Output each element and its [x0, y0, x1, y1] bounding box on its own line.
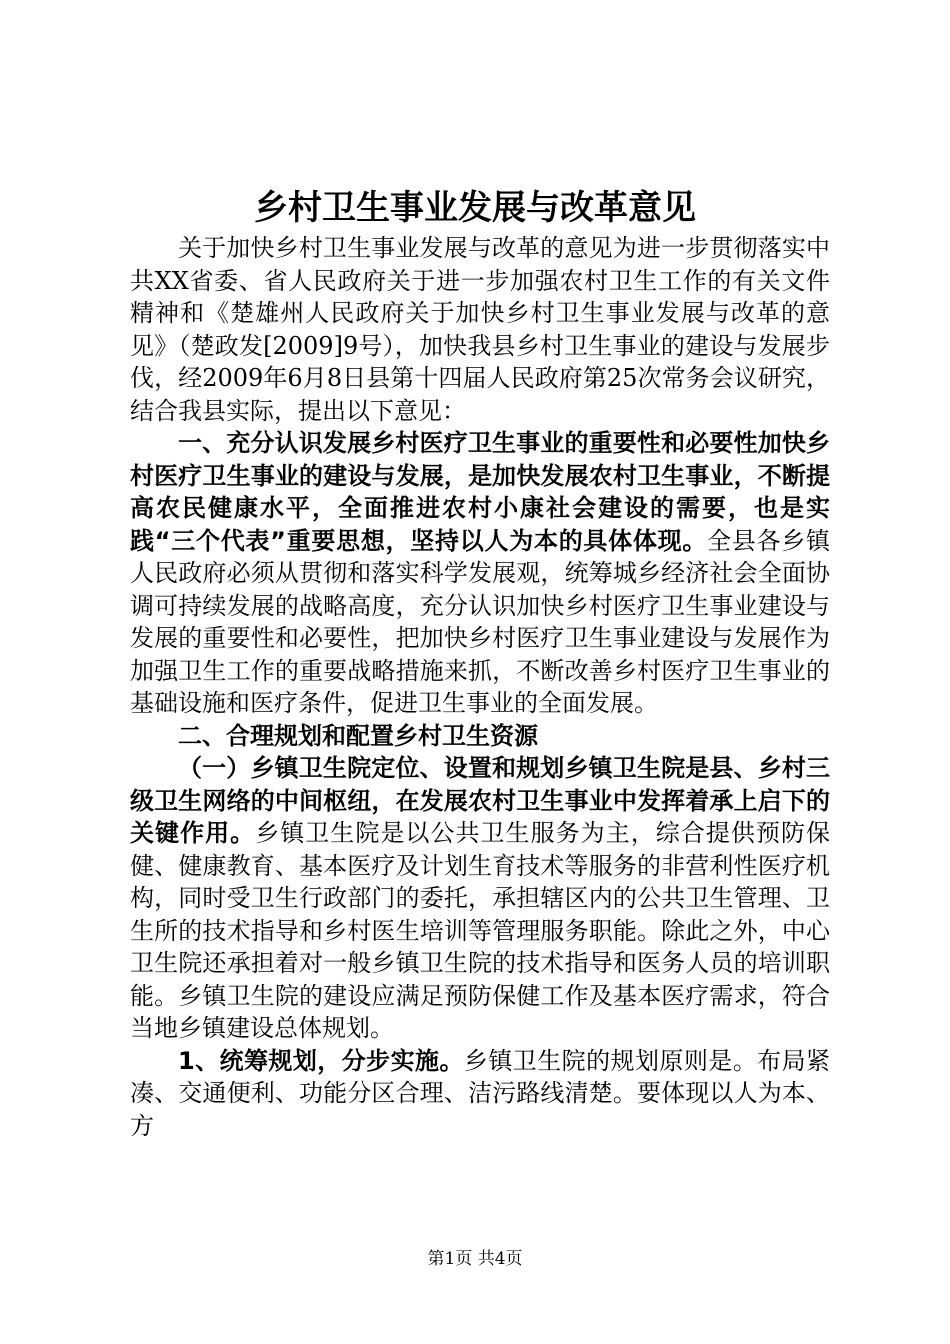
item-1-text: 乡镇卫生院的规划原则是。布局紧凑、交通便利、功能分区合理、洁污路线清楚。要体现以人为本、方: [130, 1046, 831, 1140]
subsection-1-paragraph: [130, 752, 830, 1045]
document-title: 乡村卫生事业发展与改革意见: [254, 188, 696, 228]
subsection-1-text: 乡镇卫生院是以公共卫生服务为主，综合提供预防保健、健康教育、基本医疗及计划生育技术等服务的非营利性医疗机构，同时受卫生行政部门的委托，承担辖区内的公共卫生管理、卫生所的技术指导和乡村医生培训等管理服务职能。除此之外，中心卫生院还承担着对一般乡镇卫生院的技术指导和医务人员的培训职能。乡镇卫生院的建设应满足预防保健工作及基本医疗需求，符合当地乡镇建设总体规划。: [130, 819, 831, 1042]
subsection-1-heading: （一）乡镇卫生院定位、设置和规划乡镇卫生院是县、乡村三级卫生网络的中间枢纽，在发展农村卫生事业中发挥着承上启下的关键作用。: [130, 754, 830, 847]
section-1-paragraph: [130, 427, 830, 720]
section-1-text: 全县各乡镇人民政府必须从贯彻和落实科学发展观，统筹城乡经济社会全面协调可持续发展的战略高度，充分认识加快乡村医疗卫生事业建设与发展的重要性和必要性，把加快乡村医疗卫生事业建设与发展作为加强卫生工作的重要战略措施来抓，不断改善乡村医疗卫生事业的基础设施和医疗条件，促进卫生事业的全面发展。: [130, 526, 830, 717]
item-1-paragraph: [130, 1045, 830, 1143]
item-1-heading: 1、统筹规划，分步实施。: [178, 1046, 464, 1075]
section-1-heading: 一、充分认识发展乡村医疗卫生事业的重要性和必要性加快乡村医疗卫生事业的建设与发展，是加快发展农村卫生事业，不断提高农民健康水平，全面推进农村小康社会建设的需要，也是实践“三个代表”重要思想，坚持以人为本的具体体现。: [130, 429, 830, 555]
intro-paragraph: 关于加快乡村卫生事业发展与改革的意见为进一步贯彻落实中共XX省委、省人民政府关于进一步加强农村卫生工作的有关文件精神和《楚雄州人民政府关于加快乡村卫生事业发展与改革的意见》（楚政发[2009]9号），加快我县乡村卫生事业的建设与发展步伐，经2009年6月8日县第十四届人民政府第25次常务会议研究，结合我县实际，提出以下意见：: [130, 234, 830, 425]
page-footer: 第1页 共4页: [427, 1249, 523, 1269]
section-2-heading: 二、合理规划和配置乡村卫生资源: [178, 721, 538, 750]
document-body: [130, 232, 830, 1142]
